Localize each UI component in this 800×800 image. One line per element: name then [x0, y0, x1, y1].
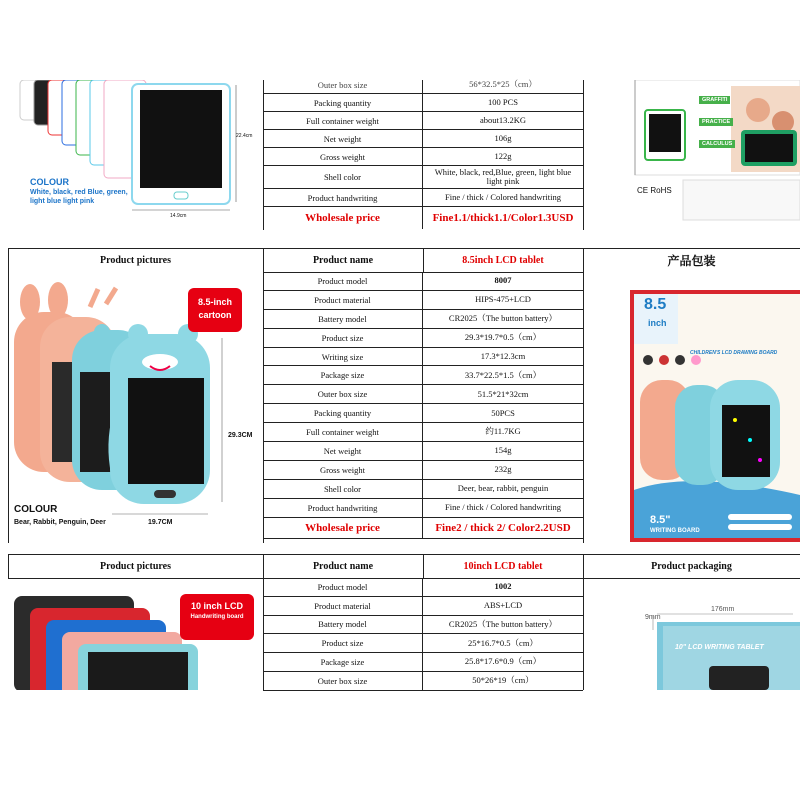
box-top-dimension: 176mm	[711, 606, 735, 613]
row-label: Package size	[263, 366, 423, 384]
table-row	[263, 578, 583, 597]
colour-list: Bear, Rabbit, Penguin, Deer	[14, 519, 106, 526]
height-dimension: 22.4cm	[236, 133, 253, 139]
badge-line: 10 inch LCD	[190, 601, 243, 611]
header-product-pictures: Product pictures	[99, 254, 171, 266]
box-label: PRACTICE	[699, 118, 733, 126]
row-value: 56*32.5*25（cm）	[469, 79, 537, 89]
row-value: 50*26*19（cm）	[472, 675, 534, 686]
tablets-illustration	[8, 80, 263, 230]
table-row	[263, 80, 583, 94]
row-label: Product model	[263, 272, 423, 290]
box-bottom-size: 8.5"	[650, 514, 671, 526]
row-value: 33.7*22.5*1.5（cm）	[464, 369, 542, 380]
product-image-cartoon	[10, 282, 262, 532]
row-value: 29.3*19.7*0.5（cm）	[464, 331, 542, 342]
colour-title: COLOUR	[14, 504, 58, 515]
packaging-image-3	[583, 600, 800, 690]
table-row	[263, 385, 583, 404]
row-value: CR2025（The button battery）	[448, 618, 558, 629]
table-row	[263, 329, 583, 348]
row-label: Product size	[263, 634, 423, 652]
box-bottom-text: WRITING BOARD	[650, 528, 700, 534]
packaging-image-1	[583, 80, 800, 230]
box-label: GRAFFITI	[699, 96, 730, 104]
row-value: 25.8*17.6*0.9（cm）	[464, 656, 542, 667]
size-badge	[180, 594, 254, 640]
row-value: 50PCS	[491, 407, 515, 418]
table-row	[263, 189, 583, 207]
row-value: CR2025（The button battery）	[448, 313, 558, 324]
row-label: Outer box size	[263, 672, 423, 690]
row-value: 8007	[494, 275, 512, 286]
table-row	[263, 348, 583, 367]
colour-list: White, black, red Blue, green, light blue light pink	[30, 189, 128, 205]
header-packaging: Product packaging	[651, 560, 732, 572]
header-product-pictures: Product pictures	[99, 560, 171, 572]
row-value: about13.2KG	[479, 114, 527, 125]
badge-line: cartoon	[198, 310, 232, 320]
row-label: Writing size	[263, 348, 423, 366]
table-row	[263, 499, 583, 518]
row-label: Battery model	[263, 310, 423, 328]
row-value: Fine / thick / Colored handwriting	[445, 501, 561, 512]
row-label: Packing quantity	[263, 94, 423, 111]
row-label: Gross weight	[263, 148, 423, 165]
certification-marks: CE RoHS	[637, 186, 672, 195]
row-value: 1002	[494, 581, 512, 592]
box-title: 10" LCD WRITING TABLET	[675, 644, 764, 651]
row-label: Net weight	[263, 442, 423, 460]
row-value: White, black, red,Blue, green, light blue light pink	[434, 166, 572, 186]
header-product-name: Product name	[312, 560, 374, 572]
row-value: ABS+LCD	[483, 600, 523, 611]
table-row	[263, 112, 583, 130]
badge-line: Handwriting board	[190, 614, 244, 620]
size-badge	[188, 288, 242, 332]
height-dimension: 29.3CM	[228, 432, 253, 439]
price-row	[263, 207, 583, 229]
row-label: Product handwriting	[263, 189, 423, 206]
table-row	[263, 442, 583, 461]
price-label: Wholesale price	[263, 207, 423, 229]
table-row	[263, 310, 583, 329]
row-label: Net weight	[263, 130, 423, 147]
table-row	[263, 291, 583, 310]
packaging-image-2	[630, 290, 800, 542]
row-label: Outer box size	[263, 80, 423, 93]
row-label: Battery model	[263, 616, 423, 634]
row-value: Deer, bear, rabbit, penguin	[457, 483, 549, 494]
product-name-value: 8.5inch LCD tablet	[462, 254, 544, 266]
row-value: HIPS-475+LCD	[475, 294, 531, 305]
packaging-illustration	[583, 80, 800, 230]
price-label: Wholesale price	[263, 518, 423, 538]
row-value: 约11.7KG	[485, 426, 521, 437]
product-image-10inch	[10, 590, 260, 690]
table-row	[263, 404, 583, 423]
product-name-value: 10inch LCD tablet	[463, 560, 543, 572]
table-row	[263, 672, 583, 691]
row-label: Package size	[263, 653, 423, 671]
header-packaging: 产品包装	[667, 253, 716, 268]
box-size-number: 8.5	[644, 296, 667, 313]
row-label: Product handwriting	[263, 499, 423, 517]
spec-table-3	[263, 578, 583, 691]
table-row	[263, 597, 583, 616]
width-dimension: 19.7CM	[148, 519, 173, 526]
row-value: 17.3*12.3cm	[480, 350, 526, 361]
divider	[583, 248, 584, 543]
box-label: CALCULUS	[699, 140, 735, 148]
row-label: Product model	[263, 578, 423, 596]
badge-line: 8.5-inch	[197, 297, 232, 307]
table-row	[263, 480, 583, 499]
row-label: Product material	[263, 597, 423, 615]
table-row	[263, 366, 583, 385]
row-label: Gross weight	[263, 461, 423, 479]
box-banner: CHILDREN'S LCD DRAWING BOARD	[690, 350, 778, 356]
row-label: Packing quantity	[263, 404, 423, 422]
product-image-colours	[8, 80, 263, 230]
row-value: 25*16.7*0.5（cm）	[468, 637, 538, 648]
table-row	[263, 166, 583, 189]
row-label: Product size	[263, 329, 423, 347]
row-value: 232g	[494, 464, 512, 475]
price-value: Fine1.1/thick1.1/Color1.3USD	[432, 211, 574, 224]
divider	[423, 248, 424, 272]
header-product-name: Product name	[312, 254, 374, 266]
row-label: Full container weight	[263, 423, 423, 441]
row-label: Shell color	[263, 480, 423, 498]
row-value: 100 PCS	[488, 96, 518, 107]
table-row	[263, 616, 583, 635]
table-row	[263, 423, 583, 442]
divider	[8, 248, 9, 543]
row-value: Fine / thick / Colored handwriting	[445, 191, 561, 202]
row-value: 154g	[494, 445, 512, 456]
table-row	[263, 148, 583, 166]
row-label: Shell color	[263, 166, 423, 188]
row-value: 106g	[494, 132, 512, 143]
table-row	[263, 461, 583, 480]
spec-table-2	[263, 272, 583, 539]
row-value: 122g	[494, 150, 512, 161]
row-label: Full container weight	[263, 112, 423, 129]
table-row	[263, 94, 583, 112]
row-label: Product material	[263, 291, 423, 309]
box-side-dimension: 9mm	[645, 614, 661, 621]
table-row	[263, 634, 583, 653]
width-dimension: 14.9cm	[170, 213, 187, 219]
box-size-unit: inch	[648, 318, 667, 328]
table-row	[263, 130, 583, 148]
colour-title: COLOUR	[30, 177, 69, 187]
table-row	[263, 653, 583, 672]
row-label: Outer box size	[263, 385, 423, 403]
price-value: Fine2 / thick 2/ Color2.2USD	[435, 521, 571, 534]
price-row	[263, 518, 583, 539]
table-row	[263, 272, 583, 291]
spec-table-1	[263, 80, 583, 229]
row-value: 51.5*21*32cm	[477, 388, 529, 399]
